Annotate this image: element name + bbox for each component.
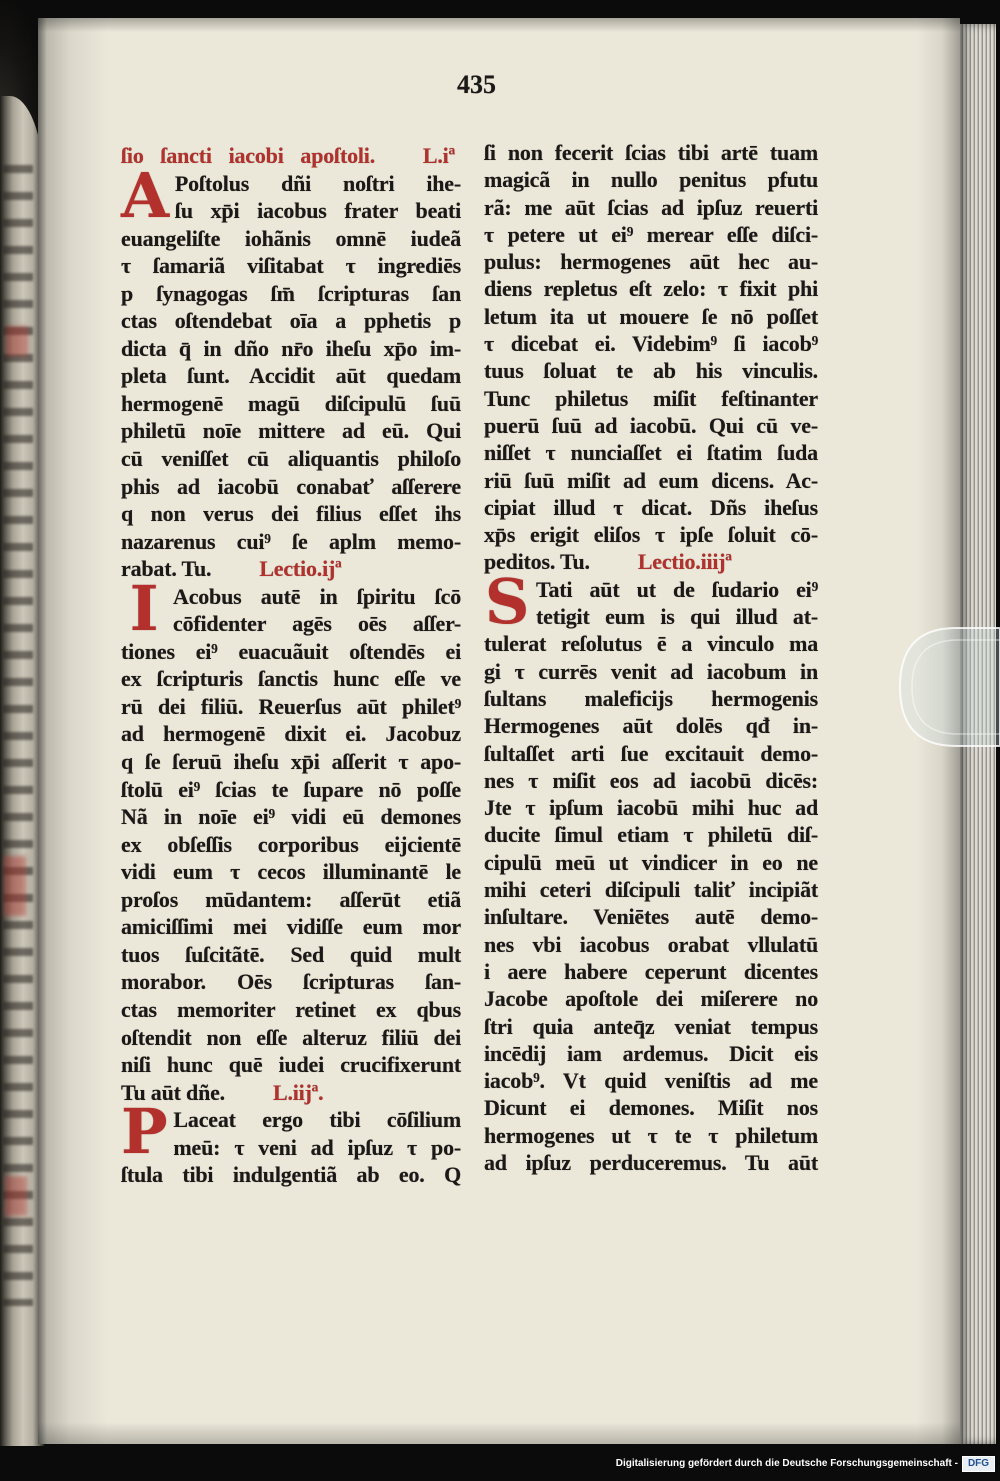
line-text: riū ſuū miſit ad eum dicens. Ac-	[484, 467, 818, 493]
line-text: tetigit eum is qui illud at-	[536, 604, 818, 630]
line-text: τ ſamariã viſitabat τ ingrediēs	[121, 253, 461, 279]
line-text: Tunc philetus miſit feſtinanter	[484, 385, 818, 411]
text-line	[484, 330, 818, 357]
text-column-right	[484, 139, 818, 1176]
text-line	[484, 1122, 818, 1149]
line-text: cōfidenter agēs oēs aſſer-	[173, 611, 461, 637]
facing-page-rubric-fragment	[6, 326, 28, 356]
text-line	[484, 849, 818, 876]
text-line	[484, 1149, 818, 1176]
text-line	[121, 528, 461, 556]
line-text: Dicunt ei demones. Miſit nos	[484, 1095, 818, 1121]
rubric-label: Lectio.ijª	[259, 556, 342, 582]
line-text: rabat. Tu.	[121, 556, 212, 582]
text-line	[484, 248, 818, 275]
text-line	[121, 776, 461, 804]
line-text: niſſet τ nunciaſſet ei ſtatim ſuda	[484, 440, 818, 466]
line-text: ſtolū ei⁹ ſcias te ſupare nō poſſe	[121, 776, 461, 802]
line-text: Tu aūt dñe.	[121, 1079, 225, 1105]
line-text: ad hermogenē dixit ei. Jacobuz	[121, 721, 461, 747]
facing-page-rubric-fragment	[5, 1176, 27, 1216]
line-text: ex ſcripturis ſanctis hunc eſſe ve	[121, 666, 461, 692]
line-text: Jacobe apoſtole dei miſerere no	[484, 986, 818, 1012]
line-text: cipiat illud τ dicat. Dñs iheſus	[484, 494, 818, 520]
text-line	[121, 473, 461, 501]
line-text: nazarenus cui⁹ ſe aplm memo-	[121, 528, 461, 554]
text-line	[484, 1040, 818, 1067]
text-line	[121, 831, 461, 859]
line-text: ex obſeſſis corporibus eijcientē	[121, 831, 461, 857]
text-line	[484, 931, 818, 958]
text-line	[121, 1024, 461, 1052]
text-line	[484, 740, 818, 767]
text-line	[484, 439, 818, 466]
text-line	[121, 583, 461, 611]
lectio-paragraph	[121, 571, 461, 1106]
line-text: Laceat ergo tibi cōſilium	[173, 1107, 461, 1133]
text-line	[121, 913, 461, 941]
text-line	[121, 1079, 461, 1107]
line-text: ſi non fecerit ſcias tibi artē tuam	[484, 140, 818, 165]
text-line	[121, 665, 461, 693]
line-text: Tati aūt ut de ſudario ei⁹	[536, 576, 818, 602]
clip-body	[900, 628, 1000, 746]
line-text: Nã in noīe ei⁹ vidi eū demones	[121, 804, 461, 830]
text-line	[484, 385, 818, 412]
line-text: cipulū meū ut vindicer in eo ne	[484, 849, 818, 875]
rubric-heading	[121, 142, 461, 170]
heading-text: ſio ſancti iacobi apoſtoli.	[121, 143, 375, 168]
dfg-logo: DFG	[962, 1456, 995, 1472]
line-text: pleta ſunt. Accidit aūt quedam	[121, 363, 461, 389]
line-text: vidi eum τ cecos illuminantē le	[121, 859, 461, 885]
line-text: phis ad iacobū conabať aſſerere	[121, 473, 461, 499]
text-line	[121, 1161, 461, 1189]
lectio-paragraph	[484, 564, 818, 1177]
line-text: cū veniſſet cū aliquantis philoſo	[121, 446, 461, 472]
text-line	[121, 362, 461, 390]
text-line	[121, 307, 461, 335]
text-line	[484, 876, 818, 903]
rubric-label: L.iijª.	[273, 1079, 324, 1105]
drop-cap-initial: S	[484, 564, 530, 638]
line-text: niſi hunc quē iudei crucifixerunt	[121, 1052, 461, 1078]
page-number: 435	[457, 70, 496, 99]
text-line	[121, 225, 461, 253]
text-line	[121, 170, 461, 198]
text-line	[121, 941, 461, 969]
line-text: τ dicebat ei. Videbim⁹ ſi iacob⁹	[484, 331, 818, 357]
facing-page-rubric-fragment	[4, 856, 26, 916]
line-text: ducite ſimul etiam τ philetū diſ-	[484, 822, 818, 848]
line-text: hermogenē magū diſcipulū ſuū	[121, 390, 461, 416]
rubric-label: L.iª	[422, 143, 455, 168]
line-text: ſultaſſet arti ſue excitauit demo-	[484, 740, 818, 766]
line-text: puerū ſuū ad iacobū. Qui cū ve-	[484, 412, 818, 438]
text-line	[121, 390, 461, 418]
text-line	[484, 658, 818, 685]
line-text: τ petere ut ei⁹ merear eſſe diſci-	[484, 221, 818, 247]
text-line	[484, 821, 818, 848]
text-column-left	[121, 142, 461, 1189]
text-line	[484, 576, 818, 603]
line-text: Jte τ ipſum iacobū mihi huc ad	[484, 795, 818, 821]
line-text: tulerat reſolutus ē a vinculo ma	[484, 631, 818, 657]
lectio-paragraph	[484, 139, 818, 576]
footer-credit: Digitalisierung gefördert durch die Deutsche Forschungsgemeinschaft -	[615, 1458, 958, 1469]
line-text: Acobus autē in ſpiritu ſcō	[173, 583, 461, 609]
line-text: proſos mūdantem: aſſerūt etiã	[121, 886, 461, 912]
line-text: nes τ miſit eos ad iacobū dicēs:	[484, 767, 818, 793]
line-text: gi τ currēs venit ad iacobum in	[484, 658, 818, 684]
text-line	[484, 194, 818, 221]
line-text: pulus: hermogenes aūt hec au-	[484, 249, 818, 275]
text-line	[121, 610, 461, 638]
line-text: ſtri quia anteq̄z veniat tempus	[484, 1013, 818, 1039]
text-line	[484, 1067, 818, 1094]
text-line	[484, 494, 818, 521]
line-text: tuus ſoluat te ab his vinculis.	[484, 358, 818, 384]
line-text: Poſtolus dñi noſtri ihe-	[174, 170, 461, 196]
text-line	[484, 275, 818, 302]
line-text: i aere habere ceperunt dicentes	[484, 958, 818, 984]
text-line	[484, 357, 818, 384]
line-text: Hermogenes aūt dolēs qđ in-	[484, 713, 818, 739]
text-line	[484, 794, 818, 821]
line-text: magicã in nullo penitus pfutu	[484, 167, 818, 193]
text-line	[121, 638, 461, 666]
text-line	[121, 252, 461, 280]
line-text: rã: me aūt ſcias ad ipſuz reuerti	[484, 194, 818, 220]
footer-bar	[0, 1446, 1000, 1481]
text-line	[121, 1051, 461, 1079]
text-line	[121, 803, 461, 831]
text-line	[121, 693, 461, 721]
rubric-label: Lectio.iiijª	[637, 549, 732, 575]
text-line	[121, 500, 461, 528]
line-text: nes vbi iacobus orabat vllulatū	[484, 931, 818, 957]
drop-cap-initial: P	[121, 1095, 168, 1169]
text-line	[484, 712, 818, 739]
line-text: ctas memoriter retinet ex qbus	[121, 996, 461, 1022]
text-line	[121, 886, 461, 914]
text-line	[484, 166, 818, 193]
text-line	[121, 748, 461, 776]
text-line	[484, 630, 818, 657]
text-line	[121, 996, 461, 1024]
line-text: peditos. Tu.	[484, 549, 590, 575]
text-line	[121, 1134, 461, 1162]
line-text: tiones ei⁹ euacuãuit oſtendēs ei	[121, 638, 461, 664]
text-line	[484, 767, 818, 794]
line-text: amiciſſimi mei vidiſſe eum mor	[121, 914, 461, 940]
line-text: letum ita ut mouere ſe nō poſſet	[484, 303, 818, 329]
line-text: incēdij iam ardemus. Dicit eis	[484, 1040, 818, 1066]
text-line	[484, 958, 818, 985]
text-line	[121, 280, 461, 308]
line-text: inſultare. Veniētes autē demo-	[484, 904, 818, 930]
line-text: dicta q̄ in dño nr̄o iheſu xp̄o im-	[121, 335, 461, 361]
text-line	[121, 968, 461, 996]
line-text: mihi ceteri diſcipuli taliť incipiãt	[484, 877, 818, 903]
line-text: hermogenes ut τ te τ philetum	[484, 1122, 818, 1148]
text-line	[121, 1106, 461, 1134]
line-text: morabor. Oēs ſcripturas ſan-	[121, 969, 461, 995]
text-line	[484, 303, 818, 330]
text-line	[121, 197, 461, 225]
text-line	[484, 467, 818, 494]
line-text: q ſe ſeruū iheſu xp̄i aſſerit τ apo-	[121, 749, 461, 775]
text-line	[484, 139, 818, 166]
drop-cap-initial: A	[121, 158, 169, 232]
text-line	[484, 985, 818, 1012]
line-text: philetū noīe mittere ad eū. Qui	[121, 418, 461, 444]
drop-cap-initial: I	[129, 571, 159, 645]
text-line	[484, 548, 818, 575]
text-line	[121, 555, 461, 583]
text-line	[484, 412, 818, 439]
text-line	[484, 903, 818, 930]
line-text: euangeliſte iohãnis omnē iudeã	[121, 225, 461, 251]
text-line	[484, 1094, 818, 1121]
line-text: tuos ſuſcitãtē. Sed quid mult	[121, 941, 461, 967]
line-text: diens repletus eſt zelo: τ fixit phi	[484, 276, 818, 302]
line-text: ſtula tibi indulgentiã ab eo. Q	[121, 1162, 461, 1188]
line-text: iacob⁹. Vt quid veniſtis ad me	[484, 1068, 818, 1094]
line-text: oſtendit non eſſe alteruz filiū dei	[121, 1024, 461, 1050]
plastic-page-clip	[896, 622, 1000, 752]
line-text: ad ipſuz perduceremus. Tu aūt	[484, 1149, 818, 1175]
line-text: xp̄s erigit eliſos τ ipſe ſoluit cō-	[484, 522, 818, 548]
line-text: ctas oſtendebat oīa a pphetis p	[121, 308, 461, 334]
line-text: ſu xp̄i iacobus frater beati	[174, 198, 461, 224]
text-line	[121, 858, 461, 886]
line-text: p ſynagogas ſm̄ ſcripturas ſan	[121, 280, 461, 306]
lectio-paragraph	[121, 1095, 461, 1189]
line-text: rū dei filiū. Reuerſus aūt philet⁹	[121, 693, 461, 719]
line-text: meū: τ veni ad ipſuz τ po-	[173, 1134, 461, 1160]
heading-block	[121, 142, 461, 170]
text-line	[121, 720, 461, 748]
text-line	[121, 335, 461, 363]
text-line	[484, 685, 818, 712]
text-line	[484, 521, 818, 548]
line-text: q non verus dei filius eſſet ihs	[121, 501, 461, 527]
text-line	[121, 417, 461, 445]
text-line	[484, 221, 818, 248]
lectio-paragraph	[121, 158, 461, 583]
text-line	[121, 445, 461, 473]
text-line	[484, 1013, 818, 1040]
text-line	[484, 603, 818, 630]
line-text: ſultans maleficijs hermogenis	[484, 685, 818, 711]
